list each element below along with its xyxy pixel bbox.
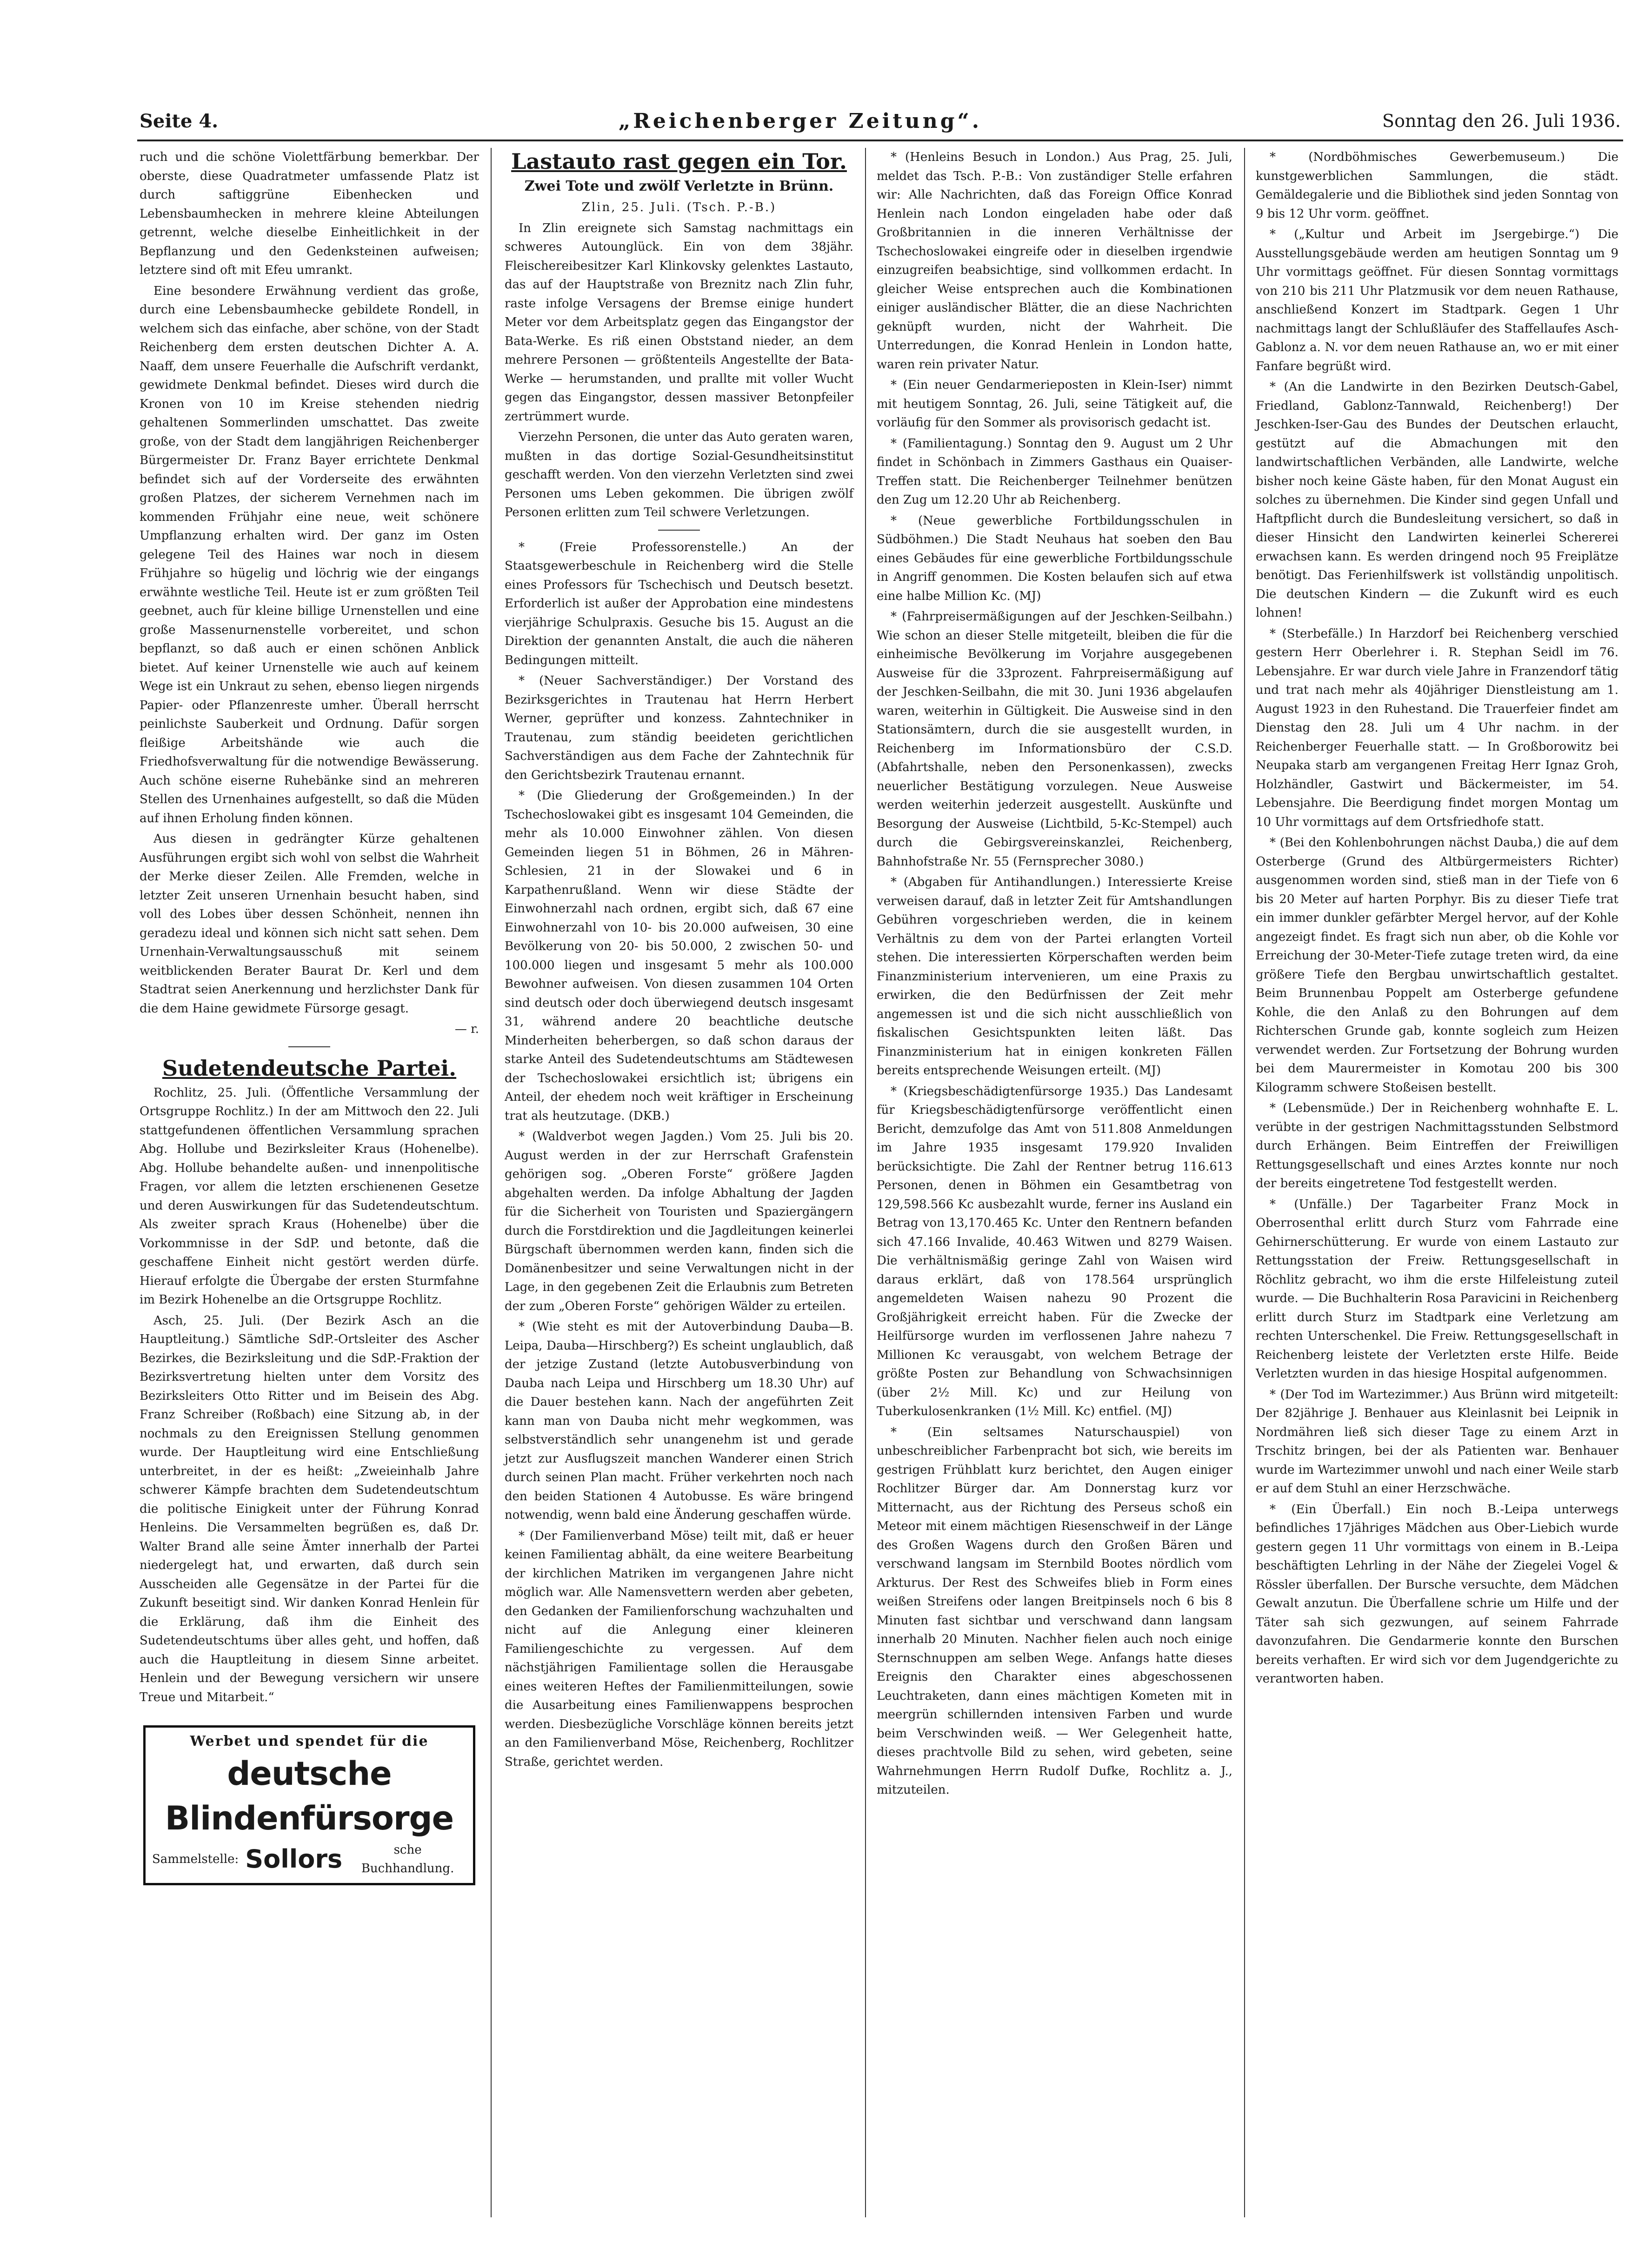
news-item: * (Freie Professorenstelle.) An der Staatsgewerbeschule in Reichenberg wird die Stelle eines Professors für Tschechisch und Deutsch besetzt. Erforderlich ist außer der Approbation eine mindestens vierjährige Schulpraxis. Gesuche bis 15. August an die Direktion der genannten Anstalt, die auch die näheren Bedingungen mitteilt. (505, 540, 853, 667)
ad-label: sche Buchhandlung. (361, 1842, 454, 1876)
page-number: Seite 4. (140, 110, 219, 132)
news-item: * (Ein neuer Gendarmerieposten in Klein-Iser) nimmt mit heutigem Sonntag, 26. Juli, seine Tätigkeit auf, die vorläufig für den Sommer als provisorisch gedacht ist. (877, 378, 1232, 430)
article-paragraph: Aus diesen in gedrängter Kürze gehaltenen Ausführungen ergibt sich wohl von selbst die Wahrheit der Merke dieser Zeilen. Alle Fremden, welche in letzter Zeit unseren Urnenhain besucht haben, sind voll des Lobes über dessen Schönheit, nennen ihn geradezu ideal und können sich nicht satt sehen. Dem Urnenhain-Verwaltungsausschuß mit seinem weitblickenden Berater Baurat Dr. Kerl und dem Stadtrat seien Anerkennung und herzlichster Dank für die dem Haine gewidmete Fürsorge gesagt. (140, 832, 479, 1016)
issue-date: Sonntag den 26. Juli 1936. (1382, 111, 1621, 131)
author-sign: — r. (454, 1022, 479, 1036)
column-divider (491, 148, 492, 2217)
article-paragraph: Eine besondere Erwähnung verdient das große, durch eine Lebensbaumhecke gebildete Rondell, in welchem sich das einfache, aber schöne, von der Stadt Reichenberg dem ersten deutschen Dichter A. A. Naaff, dem unsere Feuerhalle die Aufschrift verdankt, gewidmete Denkmal befindet. Dieses wird durch die Kronen von 10 im Kreise stehenden niedrig gehaltenen Sommerlinden umschattet. Das zweite große, von der Stadt dem langjährigen Reichenberger Bürgermeister Dr. Franz Bayer errichtete Denkmal befindet sich auf der Vorderseite des erwähnten großen Platzes, der sicherem Vernehmen nach im kommenden Frühjahr eine neue, weit schönere Umpflanzung erhalten wird. Der ganz im Osten gelegene Teil des Haines war noch in diesem Frühjahre so hügelig und löchrig wie der eingangs erwähnte westliche Teil. Heute ist er zum größten Teil geebnet, auch für kleine billige Urnenstellen und eine große Massenurnenstelle vorbereitet, und schon bepflanzt, so daß auch er einen schönen Anblick bietet. Auf keiner Urnenstelle wie auch auf keinem Wege ist ein Unkraut zu sehen, ebenso liegen nirgends Papier- oder Pflanzenreste umher. Überall herrscht peinlichste Sauberkeit und Ordnung. Dafür sorgen fleißige Arbeitshände wie auch die Friedhofsverwaltung für die notwendige Bewässerung. Auch schöne eiserne Ruhebänke sind an mehreren Stellen des Urnenhaines aufgestellt, so daß die Müden auf ihnen Erholung finden können. (140, 284, 479, 825)
column-1 (140, 148, 479, 1885)
news-item: * (Nordböhmisches Gewerbemuseum.) Die kunstgewerblichen Sammlungen, die städt. Gemäldegalerie und die Bibliothek sind jeden Sonntag von 9 bis 12 Uhr vorm. geöffnet. (1256, 150, 1618, 221)
column-divider (865, 148, 866, 2217)
page-header (140, 105, 1621, 137)
news-item: * (Familientagung.) Sonntag den 9. August um 2 Uhr findet in Schönbach in Zimmers Gasthaus ein Quaiser-Treffen statt. Die Reichenberger Teilnehmer benützen den Zug um 12.20 Uhr ab Reichenberg. (877, 436, 1232, 507)
news-item: * (Die Gliederung der Großgemeinden.) In der Tschechoslowakei gibt es insgesamt 104 Gemeinden, die mehr als 10.000 Einwohner zählen. Von diesen Gemeinden liegen 51 in Böhmen, 26 in Mähren-Schlesien, 21 in der Slowakei und 6 in Karpathenrußland. Wenn wir diese Städte der Einwohnerzahl nach ordnen, ergibt sich, daß 67 eine Einwohnerzahl von 10- bis 20.000 aufweisen, 30 eine Bevölkerung von 20- bis 50.000, 2 zwischen 50- und 100.000 liegen und insgesamt 5 mehr als 100.000 Bewohner aufweisen. Von diesen zusammen 104 Orten sind deutsch oder doch überwiegend deutsch insgesamt 31, während andere 20 beachtliche deutsche Minderheiten beherbergen, so daß schon daraus der starke Anteil des Sudetendeutschtums am Städtewesen der Tschechoslowakei ersichtlich ist; übrigens ein Anteil, der ehedem noch weit kräftiger in Erscheinung trat als heutzutage. (DKB.) (505, 789, 853, 1123)
news-item: * (Der Familienverband Möse) teilt mit, daß er heuer keinen Familientag abhält, da eine weitere Bearbeitung der kirchlichen Matriken im vergangenen Jahre nicht möglich war. Alle Namensvettern werden aber gebeten, den Gedanken der Familienforschung wachzuhalten und nicht auf die Anlegung einer kleineren Familiengeschichte zu vergessen. Auf dem nächstjährigen Familientage sollen die Herausgabe eines weiteren Heftes der Familienmitteilungen, sowie die Ausarbeitung eines Familienwappens besprochen werden. Diesbezügliche Vorschläge können bereits jetzt an den Familienverband Möse, Reichenberg, Rochlitzer Straße, gerichtet werden. (505, 1529, 853, 1769)
newspaper-title: „Reichenberger Zeitung“. (619, 109, 982, 133)
column-2 (505, 148, 853, 1773)
header-rule (137, 140, 1623, 141)
advertisement-box (143, 1725, 475, 1885)
column-divider (1244, 148, 1245, 2217)
news-item: * (Wie steht es mit der Autoverbindung Dauba—B. Leipa, Dauba—Hirschberg?) Es scheint unglaublich, daß der jetzige Zustand (letzte Autobusverbindung von Dauba nach Leipa und Hirschberg um 18.30 Uhr) auf die Dauer bestehen kann. Nach der angeführten Zeit kann man von Dauba nicht mehr wegkommen, was selbstverständlich sehr unangenehm ist und gerade jetzt zur Ausflugszeit manchen Wanderer einen Strich durch seinen Plan macht. Früher verkehrten noch nach den beiden Stationen 4 Autobusse. Es wäre bringend notwendig, wenn bald eine Änderung geschaffen würde. (505, 1320, 853, 1522)
news-item: * (Neuer Sachverständiger.) Der Vorstand des Bezirksgerichtes in Trautenau hat Herrn Herbert Werner, geprüfter und konzess. Zahntechniker in Trautenau, zum ständig beeideten gerichtlichen Sachverständigen aus dem Fache der Zahntechnik für den Gerichtsbezirk Trautenau ernannt. (505, 674, 853, 782)
article-paragraph: Vierzehn Personen, die unter das Auto geraten waren, mußten in das dortige Sozial-Gesundheitsinstitut geschafft werden. Von den vierzehn Verletzten sind zwei Personen ums Leben gekommen. Die übrigen zwölf Personen erlitten zum Teil schwere Verletzungen. (505, 430, 853, 519)
article-paragraph: Asch, 25. Juli. (Der Bezirk Asch an die Hauptleitung.) Sämtliche SdP.-Ortsleiter des Ascher Bezirkes, die Bezirksleitung und die SdP.-Fraktion der Bezirksvertretung hielten unter dem Vorsitz des Bezirksleiters Otto Ritter und im Beisein des Abg. Franz Schreiber (Roßbach) eine Sitzung ab, in der nochmals zu den Ereignissen Stellung genommen wurde. Der Hauptleitung wird eine Entschließung unterbreitet, in der es heißt: „Zweieinhalb Jahre schwerer Kämpfe brachten dem Sudetendeutschtum die politische Einigkeit unter der Führung Konrad Henleins. Die Versammelten begrüßen es, daß Dr. Walter Brand alle seine Ämter innerhalb der Partei niedergelegt hat, und erwarten, daß durch sein Ausscheiden alle Gegensätze in der Partei für die Zukunft beseitigt sind. Wir danken Konrad Henlein für die Erklärung, daß ihm die Einheit des Sudetendeutschtums über alles geht, und hoffen, daß auch die Hauptleitung in diesem Sinne arbeitet. Henlein und der Bewegung versichern wir unsere Treue und Mitarbeit.“ (140, 1313, 479, 1704)
column-4 (1256, 148, 1618, 1690)
news-item: * (Unfälle.) Der Tagarbeiter Franz Mock in Oberrosenthal erlitt durch Sturz vom Fahrrade eine Gehirnerschütterung. Er wurde von einem Lastauto zur Rettungsstation der Freiw. Rettungsgesellschaft in Röchlitz gebracht, wo ihm die erste Hilfeleistung zuteil wurde. — Die Buchhalterin Rosa Paravicini in Reichenberg erlitt durch Sturz im Stadtpark eine Verletzung am rechten Unterschenkel. Die Freiw. Rettungsgesellschaft in Reichenberg leistete der Verletzten erste Hilfe. Beide Verletzten wurden in das hiesige Hospital aufgenommen. (1256, 1197, 1618, 1381)
article-paragraph: In Zlin ereignete sich Samstag nachmittags ein schweres Autounglück. Ein von dem 38jähr. Fleischereibesitzer Karl Klinkovsky gelenktes Lastauto, das auf der Hauptstraße von Breznitz nach Zlin fuhr, raste infolge Versagens der Bremse einige hundert Meter vor dem Arbeitsplatz gegen das Eingangstor der Bata-Werke. Es riß einen Obststand nieder, an dem mehrere Personen — größtenteils Angestellte der Bata-Werke — herumstanden, und prallte mit voller Wucht gegen das Eingangstor, dessen massiver Betonpfeiler zertrümmert wurde. (505, 221, 853, 424)
article-paragraph: Rochlitz, 25. Juli. (Öffentliche Versammlung der Ortsgruppe Rochlitz.) In der am Mittwoch den 22. Juli stattgefundenen öffentlichen Versammlung sprachen Abg. Hollube und Bezirksleiter Kraus (Hohenelbe). Abg. Hollube behandelte außen- und innenpolitische Fragen, vor allem die letzten erschienenen Gesetze und deren Auswirkungen für das Sudetendeutschtum. Als zweiter sprach Kraus (Hohenelbe) über die Vorkommnisse in der SdP. und betonte, daß die geschaffene Einheit nicht gestört werden dürfe. Hierauf erfolgte die Übergabe der ersten Sturmfahne im Bezirk Hohenelbe an die Ortsgruppe Rochlitz. (140, 1085, 479, 1307)
section-headline: Sudetendeutsche Partei. (162, 1055, 457, 1081)
news-item: * (Lebensmüde.) Der in Reichenberg wohnhafte E. L. verübte in der gestrigen Nachmittagsstunden Selbstmord durch Erhängen. Beim Eintreffen der Freiwilligen Rettungsgesellschaft und eines Arztes konnte nur noch der bereits eingetretene Tod festgestellt werden. (1256, 1101, 1618, 1191)
news-item: * (An die Landwirte in den Bezirken Deutsch-Gabel, Friedland, Gablonz-Tannwald, Reichenberg!) Der Jeschken-Iser-Gau des Bundes der Deutschen erlaucht, gestützt auf die Abmachungen mit den landwirtschaftlichen Verbänden, alle Landwirte, welche bisher noch keine Gäste haben, für den Monat August ein solches zu übernehmen. Die Kinder sind gegen Unfall und Haftpflicht durch die Bundesleitung versichert, so daß in dieser Hinsicht den Landwirten keinerlei Schererei erwachsen kann. Es werden dringend noch 95 Freiplätze benötigt. Das Ferienhilfswerk ist vollständig unpolitisch. Die deutschen Kindern — die Zukunft wird es euch lohnen! (1256, 380, 1618, 620)
news-item: * (Fahrpreisermäßigungen auf der Jeschken-Seilbahn.) Wie schon an dieser Stelle mitgeteilt, bleiben die für die einheimische Bevölkerung im Vorjahre ausgegebenen Ausweise für die 33prozent. Fahrpreisermäßigung auf der Jeschken-Seilbahn, die mit 30. Juni 1936 abgelaufen waren, weiterhin in Gültigkeit. Die Ausweise sind in den Stationsämtern, durch die sie ausgestellt wurden, in Reichenberg im Informationsbüro der C.S.D. (Abfahrtshalle, neben den Personenkassen), zwecks neuerlicher Bestätigung vorzulegen. Neue Ausweise werden weiterhin jederzeit ausgestellt. Auskünfte und Besorgung der Ausweise (Lichtbild, 5-Kc-Stempel) auch durch die Gebirgsvereinskanzlei, Reichenberg, Bahnhofstraße Nr. 55 (Fernsprecher 3080.) (877, 610, 1232, 869)
news-item: * (Kriegsbeschädigtenfürsorge 1935.) Das Landesamt für Kriegsbeschädigtenfürsorge veröffentlicht einen Bericht, demzufolge das Amt von 511.808 Anmeldungen im Jahre 1935 insgesamt 179.920 Invaliden berücksichtigte. Die Zahl der Rentner betrug 116.613 Personen, denen in Böhmen ein Gesamtbetrag von 129,598.566 Kc ausbezahlt wurde, ferner ins Ausland ein Betrag von 13,170.465 Kc. Unter den Rentnern befanden sich 47.166 Invalide, 40.463 Witwen und 8279 Waisen. Die verhältnismäßig geringe Zahl von Waisen wird daraus erklärt, daß von 178.564 ursprünglich angemeldeten Waisen nahezu 90 Prozent die Großjährigkeit erreicht haben. Für die Zwecke der Heilfürsorge wurden im verflossenen Jahre nahezu 7 Millionen Kc verausgabt, von welchem Betrage der größte Posten zur Behandlung von Schwachsinnigen (über 2½ Mill. Kc) und zur Heilung von Tuberkulosenkranken (1½ Mill. Kc) entfiel. (MJ) (877, 1084, 1232, 1418)
article-paragraph: ruch und die schöne Violettfärbung bemerkbar. Der oberste, diese Quadratmeter umfassende Platz ist durch saftiggrüne Eibenhecken und Lebensbaumhecken in mehrere kleine Abteilungen getrennt, welche dieselbe Einheitlichkeit in der Bepflanzung und den Gedenksteinen aufweisen; letztere sind oft mit Efeu umrankt. (140, 150, 479, 277)
news-item: * (Waldverbot wegen Jagden.) Vom 25. Juli bis 20. August werden in der zur Herrschaft Grafenstein gehörigen sog. „Oberen Forste“ größere Jagden abgehalten werden. Da infolge Abhaltung der Jagden für die Sicherheit von Touristen und Spaziergängern durch die Forstdirektion und die Jagdleitungen keinerlei Bürgschaft übernommen werden kann, finden sich die Domänenbesitzer und seine Verwaltungen nicht in der Lage, in den gegebenen Zeit die Erlaubnis zum Betreten der zum „Oberen Forste“ gehörigen Wälder zu erteilen. (505, 1130, 853, 1313)
separator (288, 1046, 330, 1047)
news-item: * (Bei den Kohlenbohrungen nächst Dauba,) die auf dem Osterberge (Grund des Altbürgermeisters Richter) ausgenommen worden sind, stieß man in der Tiefe von 6 bis 20 Meter auf harten Porphyr. Bis zu dieser Tiefe trat ein immer dunkler gefärbter Mergel hervor, auf der Kohle angezeigt findet. Es fragt sich nun aber, ob die Kohle vor Erreichung der 30-Meter-Tiefe zutage treten wird, da eine größere Tiefe den Bergbau unwirtschaftlich gestaltet. Beim Brunnenbau Poppelt am Osterberge gefundene Kohle, die den Anlaß zu den Bohrungen auf dem Richterschen Grunde gab, konnte sogleich zum Heizen verwendet werden. Zur Fortsetzung der Bohrung wurden bei dem Maurermeister in Komotau 200 bis 300 Kilogramm schwere Stoßeisen bestellt. (1256, 836, 1618, 1095)
news-item: * (Der Tod im Wartezimmer.) Aus Brünn wird mitgeteilt: Der 82jährige J. Benhauer aus Kleinlasnit bei Leipnik in Nordmähren ließ sich dieser Tage zu einem Arzt in Trschitz bringen, bei der als Patienten war. Benhauer wurde im Wartezimmer unwohl und nach einer Weile starb er auf dem Stuhl an einer Herzschwäche. (1256, 1387, 1618, 1496)
news-item: * (Ein Überfall.) Ein noch B.-Leipa unterwegs befindliches 17jähriges Mädchen aus Ober-Liebich wurde gestern gegen 11 Uhr vormittags von einem in B.-Leipa beschäftigten Lehrling in der Nähe der Ziegelei Vogel & Rössler überfallen. Der Bursche versuchte, dem Mädchen Gewalt anzutun. Die Überfallene schrie um Hilfe und der Täter sah sich gezwungen, auf seinem Fahrrade davonzufahren. Die Gendarmerie konnte den Burschen bereits verhaften. Er wird sich vor dem Jugendgerichte zu verantworten haben. (1256, 1502, 1618, 1686)
column-3 (877, 148, 1232, 1802)
article-subheadline: Zwei Tote und zwölf Verletzte in Brünn. (524, 178, 834, 194)
news-item: * („Kultur und Arbeit im Jsergebirge.“) Die Ausstellungsgebäude werden am heutigen Sonntag um 9 Uhr vormittags geöffnet. Für diesen Sonntag vormittags von 210 bis 211 Uhr Platzmusik vor dem neuen Rathause, anschließend Konzert im Stadtpark. Gegen 1 Uhr nachmittags langt der Schlußläufer des Staffellaufes Asch-Gablonz a. N. vor dem neuen Rathause an, wo er mit einer Fanfare begrüßt wird. (1256, 227, 1618, 373)
news-item: * (Sterbefälle.) In Harzdorf bei Reichenberg verschied gestern Herr Oberlehrer i. R. Stephan Seidl im 76. Lebensjahre. Er war durch viele Jahre in Franzendorf tätig und trat nach mehr als 40jähriger Dienstleistung am 1. August 1923 in den Ruhestand. Die Trauerfeier findet am Dienstag den 28. Juli um 4 Uhr nachm. in der Reichenberger Feuerhalle statt. — In Großborowitz bei Neupaka starb am vergangenen Freitag Herr Ignaz Groh, Holzhändler, Gastwirt und Bäckermeister, im 54. Lebensjahre. Die Beerdigung findet morgen Montag um 10 Uhr vormittags auf dem Ortsfriedhofe statt. (1256, 626, 1618, 829)
separator (658, 530, 700, 531)
ad-line: Werbet und spendet für die (190, 1733, 429, 1749)
dateline: Zlin, 25. Juli. (Tsch. P.-B.) (581, 200, 777, 214)
ad-label: Sammelstelle: (152, 1852, 239, 1866)
news-item: * (Henleins Besuch in London.) Aus Prag, 25. Juli, meldet das Tsch. P.-B.: Von zuständiger Stelle erfahren wir: Alle Nachrichten, daß das Foreign Office Konrad Henlein nach London eingeladen habe oder daß Großbritannien in die inneren Verhältnisse der Tschechoslowakei eingreife oder in dieselben irgendwie einzugreifen beabsichtige, sind vollkommen erdacht. In gleicher Weise entsprechen auch die Kombinationen einiger ausländischer Blätter, die an diese Nachrichten geknüpft wurden, nicht der Wahrheit. Die Unterredungen, die Konrad Henlein in London hatte, waren rein privater Natur. (877, 150, 1232, 372)
ad-footer (152, 1841, 466, 1878)
ad-name: Sollors (245, 1844, 343, 1874)
news-item: * (Abgaben für Antihandlungen.) Interessierte Kreise verweisen darauf, daß in letzter Zeit für Amtshandlungen Gebühren vorgeschrieben werden, die in keinem Verhältnis zu dem von der Partei erlangten Vorteil stehen. Die interessierten Körperschaften werden beim Finanzministerium intervenieren, um eine Praxis zu erwirken, die den Bedürfnissen der Zeit mehr angemessen ist und die sich nicht ausschließlich von fiskalischen Gesichtspunkten leiten läßt. Das Finanzministerium hat in einigen konkreten Fällen bereits entsprechende Weisungen erteilt. (MJ) (877, 875, 1232, 1077)
news-item: * (Ein seltsames Naturschauspiel) von unbeschreiblicher Farbenpracht bot sich, wie bereits im gestrigen Frühblatt kurz berichtet, den Augen einiger Rochlitzer Bürger dar. Am Donnerstag kurz vor Mitternacht, aus der Richtung des Perseus schoß ein Meteor mit einem mächtigen Riesenschweif in der Länge des Großen Wagens durch den Großen Bären und verschwand langsam im Sternbild Bootes nördlich vom Arkturus. Der Rest des Schweifes blieb in Form eines weißen Streifens oder langen Breitpinsels noch 6 bis 8 Minuten fast sichtbar und verschwand dann langsam innerhalb 20 Minuten. Nachher fielen auch noch einige Sternschnuppen am selben Wege. Anfangs hatte dieses Ereignis den Charakter eines abgeschossenen Leuchtraketen, dann eines mächtigen Kometen mit in meergrün schillernden intensiven Farben und wurde beim Verschwinden weiß. — Wer Gelegenheit hatte, dieses prachtvolle Bild zu sehen, wird gebeten, seine Wahrnehmungen Herrn Rudolf Dufke, Rochlitz a. J., mitzuteilen. (877, 1425, 1232, 1797)
article-headline: Lastauto rast gegen ein Tor. (511, 149, 847, 174)
news-item: * (Neue gewerbliche Fortbildungsschulen in Südböhmen.) Die Stadt Neuhaus hat soeben den Bau eines Gebäudes für eine gewerbliche Fortbildungsschule in Angriff genommen. Die Kosten belaufen sich auf etwa eine halbe Million Kc. (MJ) (877, 513, 1232, 603)
ad-title: deutsche Blindenfürsorge (165, 1754, 454, 1837)
